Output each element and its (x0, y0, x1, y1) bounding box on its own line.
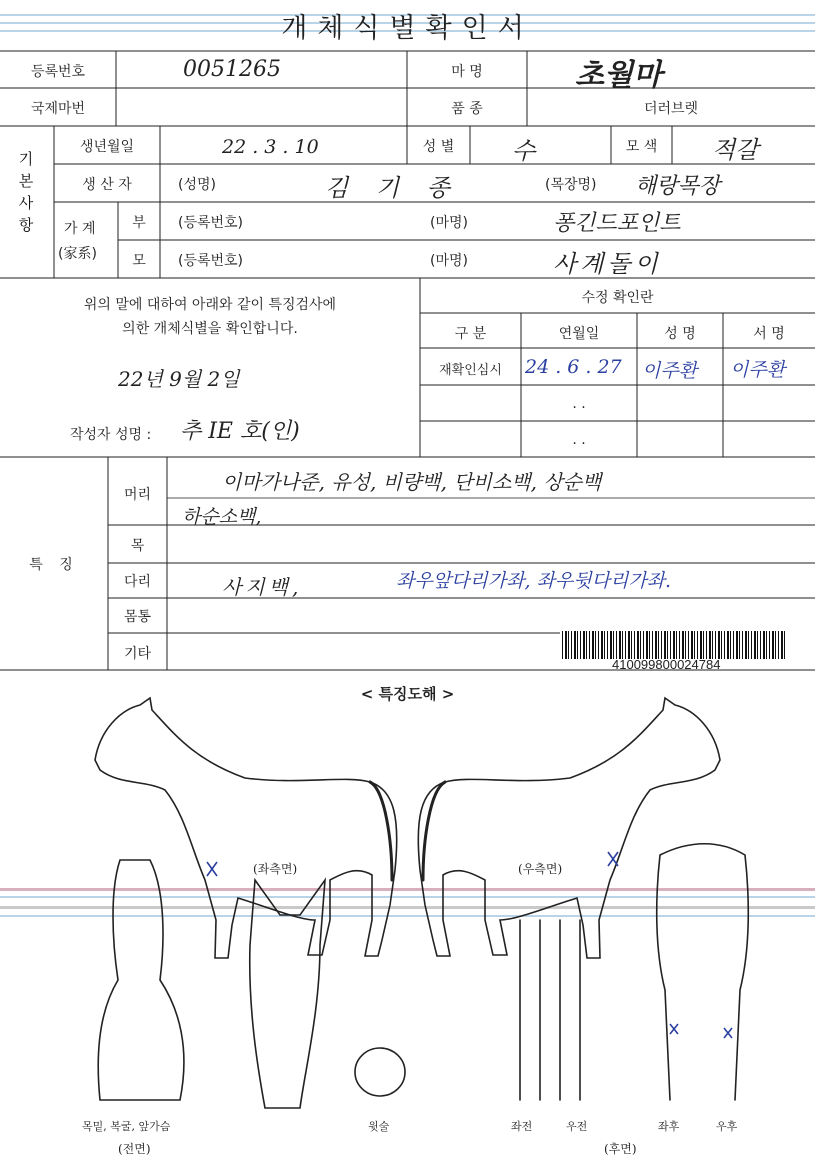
writer-signature: 추 IE 호(인) (180, 419, 300, 444)
confirm-text-2: 의한 개체식별을 확인합니다. (122, 321, 298, 337)
confirm-date: 22년 9월 2일 (118, 367, 240, 391)
dam-name-label: (마명) (430, 253, 468, 269)
feature-leg-value-blue: 좌우앞다리가좌, 좌우뒷다리가좌. (396, 570, 672, 592)
left-side-caption: (좌측면) (253, 862, 298, 876)
barcode (562, 631, 786, 659)
dam-label: 모 (132, 253, 146, 269)
breed-label: 품 종 (451, 101, 483, 117)
revision-row-name: 이주환 (642, 360, 698, 382)
dam-name-value: 사계돌이 (553, 250, 662, 278)
sex-value: 수 (512, 137, 536, 165)
revision-header-sign: 서 명 (753, 326, 785, 342)
feature-body-label: 몸통 (123, 609, 152, 625)
sire-label: 부 (132, 215, 146, 231)
horse-name-label: 마 명 (451, 64, 483, 80)
horse-right-side (418, 698, 720, 958)
farm-value: 해랑목장 (635, 174, 721, 199)
horse-diagram (0, 690, 815, 1160)
confirm-text-1: 위의 말에 대하여 아래와 같이 특징검사에 (83, 297, 337, 313)
revision-row-sign: 이주환 (730, 359, 786, 381)
color-value: 적갈 (712, 136, 759, 164)
feature-etc-label: 기타 (123, 646, 152, 662)
writer-label: 작성자 성명 : (70, 427, 152, 443)
revision-title: 수정 확인란 (581, 290, 654, 306)
lip-caption: 윗술 (368, 1120, 390, 1133)
feature-neck-label: 목 (130, 538, 145, 554)
horse-name-value: 초월마 (575, 58, 662, 93)
revision-header-name: 성 명 (664, 326, 696, 342)
sire-name-value: 퐁긴드포인트 (553, 211, 681, 236)
sire-name-label: (마명) (430, 215, 468, 231)
revision-row-date: . . (572, 432, 586, 448)
sex-label: 성 별 (422, 139, 455, 155)
horse-lip (355, 1048, 405, 1096)
rear-label: (후면) (604, 1142, 637, 1156)
dob-label: 생년월일 (79, 139, 135, 155)
pedigree-hanja: (家系) (58, 246, 97, 262)
revision-header-type: 구 분 (454, 326, 487, 342)
feature-leg-label: 다리 (123, 574, 152, 590)
intl-name-label: 국제마번 (30, 101, 86, 117)
breed-value: 더러브렛 (643, 101, 699, 117)
horse-front-legs (520, 920, 580, 1100)
basic-section-label: 기 본 사 항 (18, 150, 34, 234)
pedigree-label: 가 계 (64, 221, 96, 237)
horse-front-head (250, 880, 325, 1108)
revision-header-date: 연월일 (558, 326, 600, 342)
feature-leg-value: 사지백, (222, 575, 303, 599)
feature-head-value-2: 하순소백, (182, 506, 262, 528)
farm-label: (목장명) (545, 177, 597, 193)
breeder-name-label: (성명) (178, 177, 216, 193)
dob-value: 22 . 3 . 10 (222, 136, 319, 158)
features-section-label: 특 징 (29, 557, 79, 573)
feature-head-value: 이마가나준, 유성, 비량백, 단비소백, 상순백 (222, 470, 602, 494)
reg-no-value: 0051265 (183, 57, 281, 82)
reg-no-label: 등록번호 (30, 64, 86, 80)
rear-caption-left-front: 좌전 (511, 1120, 533, 1133)
breeder-name-value: 김 기 종 (325, 174, 460, 202)
rear-caption-right-front: 우전 (566, 1120, 588, 1133)
front-label: (전면) (118, 1142, 151, 1156)
revision-row-type: 재확인심시 (439, 363, 502, 378)
document-title: 개체식별확인서 (281, 13, 534, 44)
sire-reg-label: (등록번호) (178, 215, 244, 231)
revision-row-date: 24 . 6 . 27 (525, 356, 622, 378)
front-caption: 목밑, 복굴, 앞가슴 (82, 1120, 171, 1133)
breeder-label: 생 산 자 (82, 177, 132, 193)
right-side-caption: (우측면) (518, 862, 563, 876)
rear-caption-right-hind: 우후 (716, 1120, 738, 1133)
color-label: 모 색 (625, 139, 658, 155)
diagram-title: < 특징도해 > (360, 685, 455, 703)
barcode-number: 410099800024784 (612, 657, 721, 672)
dam-reg-label: (등록번호) (178, 253, 244, 269)
feature-head-label: 머리 (123, 487, 152, 503)
horse-left-side (95, 698, 397, 958)
horse-rear (657, 844, 749, 1100)
rear-caption-left-hind: 좌후 (658, 1120, 680, 1133)
horse-front-neck (98, 860, 184, 1100)
revision-row-date: . . (572, 396, 586, 412)
